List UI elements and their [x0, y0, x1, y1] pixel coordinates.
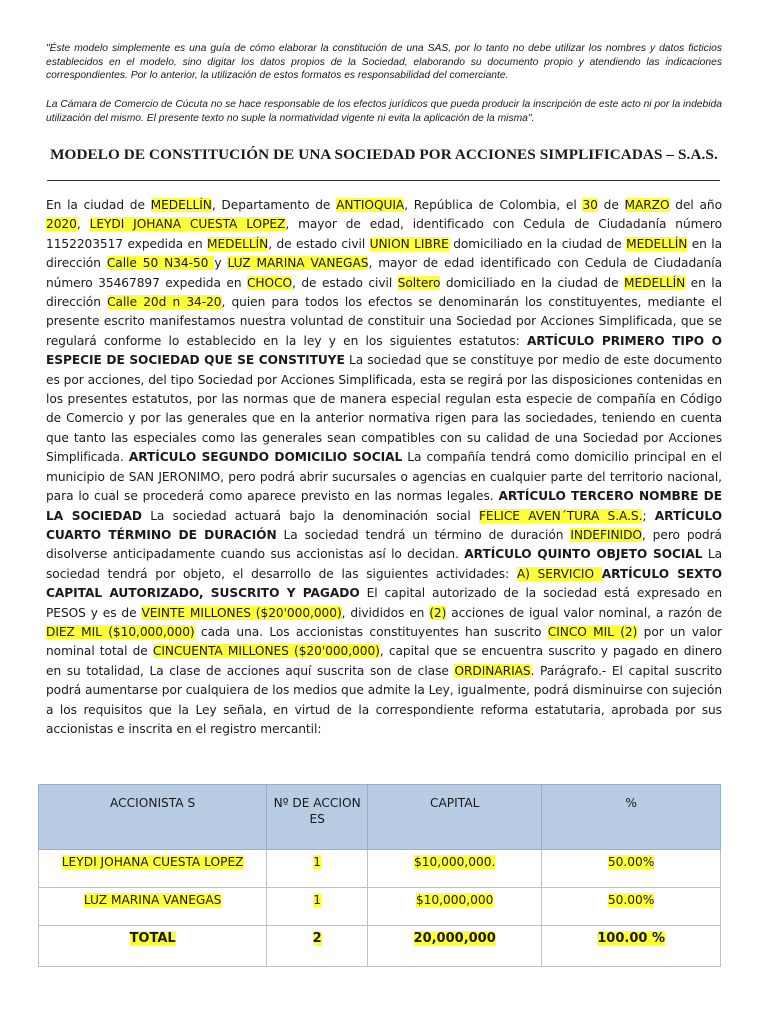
article-6-heading: ARTÍCULO SEXTO CAPITAL AUTORIZADO, SUSCRITO Y PAGADO [46, 566, 723, 601]
article-1-heading: ARTÍCULO PRIMERO TIPO O ESPECIE DE SOCIEDAD QUE SE CONSTITUYE [46, 333, 722, 368]
cell-shares [267, 850, 368, 888]
field-subscribed-value: CINCUENTA MILLONES ($20'000,000) [152, 644, 380, 659]
text-segment: de [597, 198, 625, 212]
cell-capital-text: $10,000,000 [415, 893, 494, 907]
cell-total-shares-text: 2 [312, 931, 322, 946]
article-4-text: La sociedad tendrá un término de duración [276, 527, 571, 542]
cell-total-shares [267, 926, 368, 967]
cell-capital-text: $10,000,000. [413, 855, 496, 869]
text-segment: domiciliado en la ciudad de [448, 236, 627, 251]
text-segment: , de estado civil [268, 236, 370, 251]
table-total-row [39, 926, 721, 967]
field-company-name: FELICE AVEN´TURA S.A.S. [478, 508, 643, 523]
article-6-text-3: acciones de igual valor nominal, a razón de [446, 605, 722, 620]
field-duration: INDEFINIDO [570, 527, 642, 542]
field-shareholder-1-civil-status: UNION LIBRE [369, 236, 449, 251]
constitution-body [46, 196, 722, 739]
article-6-text-4: cada una. Los accionistas constituyentes han suscrito [194, 624, 548, 639]
cell-total-percent [542, 926, 721, 967]
field-subscribed-shares: CINCO MIL (2) [547, 624, 638, 639]
field-shareholder-1: LEYDI JOHANA CUESTA LOPEZ [89, 217, 286, 232]
field-day: 30 [582, 198, 598, 212]
field-shareholder-2-address: Calle 20d n 34-20 [107, 295, 222, 310]
cell-total-capital [368, 926, 542, 967]
article-2-heading: ARTÍCULO SEGUNDO DOMICILIO SOCIAL [128, 450, 403, 465]
article-6-text-2: , divididos en [341, 605, 430, 620]
article-4-text-2: , pero podrá disolverse anticipadamente cuando sus accionistas así lo decidan. [46, 527, 722, 562]
text-segment: , mayor de edad identificado con Cedula de Ciudadanía número 35467897 expedida en [46, 256, 722, 290]
article-6-text-5: por un valor nominal total de [46, 624, 722, 659]
text-segment: , mayor de edad, identificado con Cedula de Ciudadanía número 1152203517 expedida en [46, 217, 723, 251]
field-activity: A) SERVICIO [516, 566, 602, 581]
text-segment: ; [642, 508, 655, 523]
cell-percent [542, 888, 721, 926]
text-segment: , Departamento de [211, 198, 337, 212]
cell-total-capital-text: 20,000,000 [413, 931, 496, 946]
text-segment: en la dirección [46, 236, 722, 271]
field-shareholder-1-expedition: MEDELLÍN [207, 236, 269, 251]
cell-name-text: LEYDI JOHANA CUESTA LOPEZ [61, 855, 244, 869]
cell-name-text: LUZ MARINA VANEGAS [83, 893, 222, 907]
text-segment: y [214, 256, 228, 271]
disclaimer-paragraph-1: "Éste modelo simplemente es una guía de cómo elaborar la constitución de una SAS, por lo tanto no debe utilizar los nombres y datos ficticios establecidos en el modelo, sino digitar los datos propios de la Sociedad, elaborando su documento propio y atendiendo las indicaciones correspondientes. Por lo anterior, la utilización de estos formatos es responsabilidad del comerciante. [46, 43, 722, 82]
title-divider [47, 180, 720, 181]
header-capital: CAPITAL [368, 785, 542, 850]
header-shareholder: ACCIONISTA S [39, 785, 267, 850]
cell-shares-text: 1 [313, 855, 322, 869]
field-shareholder-2-civil-status: Soltero [397, 275, 441, 290]
article-1-text: La sociedad que se constituye por medio de este documento es por acciones, del tipo Sociedad por Acciones Simplificada, esta se regirá por las disposiciones contenidas en los presentes estatutos, por las normas que de manera especial regulan esta especie de compañía en Código de Comercio y por las generales que en la anterior normativa rigen para las sociedades, teniendo en cuenta que tanto las especiales como las generales sean compatibles con su calidad de una Sociedad por Acciones Simplificada. [46, 353, 722, 465]
field-department: ANTIOQUIA [336, 198, 405, 212]
cell-total-percent-text: 100.00 % [597, 931, 665, 946]
field-shareholder-2-expedition: CHOCO [246, 275, 293, 290]
shareholders-table [38, 784, 721, 967]
document-title: MODELO DE CONSTITUCIÓN DE UNA SOCIEDAD POR ACCIONES SIMPLIFICADAS – S.A.S. [50, 146, 718, 163]
field-shareholder-1-domicile: MEDELLÍN [626, 236, 688, 251]
text-segment: , [76, 217, 90, 232]
field-shareholder-1-address: Calle 50 N34-50 [106, 256, 215, 271]
article-5-heading: ARTÍCULO QUINTO OBJETO SOCIAL [464, 547, 703, 562]
cell-percent-text: 50.00% [607, 855, 655, 869]
cell-total-label-text: TOTAL [129, 931, 176, 946]
table-header-row [39, 785, 721, 850]
cell-capital [368, 850, 542, 888]
cell-total-label [39, 926, 267, 967]
table-row [39, 850, 721, 888]
field-authorized-capital: VEINTE MILLONES ($20'000,000) [141, 605, 342, 620]
article-2-text: La compañía tendrá como domicilio principal en el municipio de SAN JERONIMO, pero podrá abrir sucursales o agencias en cualquier parte del territorio nacional, para lo cual se procederá como aparece previsto en las normas legales. [46, 450, 722, 504]
table-row [39, 888, 721, 926]
cell-shares-text: 1 [313, 893, 322, 907]
cell-capital [368, 888, 542, 926]
cell-name [39, 888, 267, 926]
field-shareholder-2: LUZ MARINA VANEGAS [227, 256, 369, 271]
header-shares: Nº DE ACCION ES [267, 785, 368, 850]
text-segment: , quien para todos los efectos se denominarán los constituyentes, mediante el presente escrito manifestamos nuestra voluntad de constituir una Sociedad por Acciones Simplificada, que se regulará conforme lo establecido en la ley y en los siguientes estatutos: [46, 295, 722, 348]
article-3-heading: ARTÍCULO TERCERO NOMBRE DE LA SOCIEDAD [46, 489, 722, 523]
cell-percent [542, 850, 721, 888]
cell-percent-text: 50.00% [607, 893, 655, 907]
article-5-text: La sociedad tendrá por objeto, el desarrollo de las siguientes actividades: [46, 547, 723, 581]
article-6-text: El capital autorizado de la sociedad está expresado en PESOS y es de [46, 586, 722, 620]
text-segment: , de estado civil [292, 275, 398, 290]
text-segment: , República de Colombia, el [404, 198, 583, 212]
field-month: MARZO [624, 198, 670, 212]
field-year: 2020 [46, 217, 77, 232]
disclaimer-paragraph-2: La Cámara de Comercio de Cúcuta no se hace responsable de los efectos jurídicos que pueda producir la inscripción de este acto ni por la indebida utilización del mismo. El presente texto no suple la normatividad vigente ni evita la aplicación de la misma". [46, 99, 722, 124]
text-segment: en la dirección [46, 275, 722, 310]
cell-name [39, 850, 267, 888]
field-share-class: ORDINARIAS [454, 663, 531, 678]
header-percent: % [542, 785, 721, 850]
text-segment: En la ciudad de [46, 198, 151, 212]
text-segment: domiciliado en la ciudad de [440, 275, 624, 290]
article-6-text-7: . Parágrafo.- El capital suscrito podrá aumentarse por cualquiera de los medios que admite la Ley, igualmente, podrá disminuirse con sujeción a los requisitos que la Ley señala, en virtud de la correspondiente reforma estatutaria, aprobada por sus accionistas e inscrita en el registro mercantil: [46, 663, 722, 736]
field-share-value: DIEZ MIL ($10,000,000) [46, 624, 195, 639]
field-shareholder-2-domicile: MEDELLÍN [624, 275, 686, 290]
cell-shares [267, 888, 368, 926]
field-shares-count: (2) [429, 605, 447, 620]
field-city: MEDELLÍN [150, 198, 212, 212]
article-3-text: La sociedad actuará bajo la denominación social [141, 508, 479, 523]
article-4-heading: ARTÍCULO CUARTO TÉRMINO DE DURACIÓN [46, 508, 723, 542]
article-6-text-6: , capital que se encuentra suscrito y pagado en dinero en su totalidad, La clase de acciones aquí suscrita son de clase [46, 644, 722, 678]
text-segment: del año [669, 198, 722, 212]
